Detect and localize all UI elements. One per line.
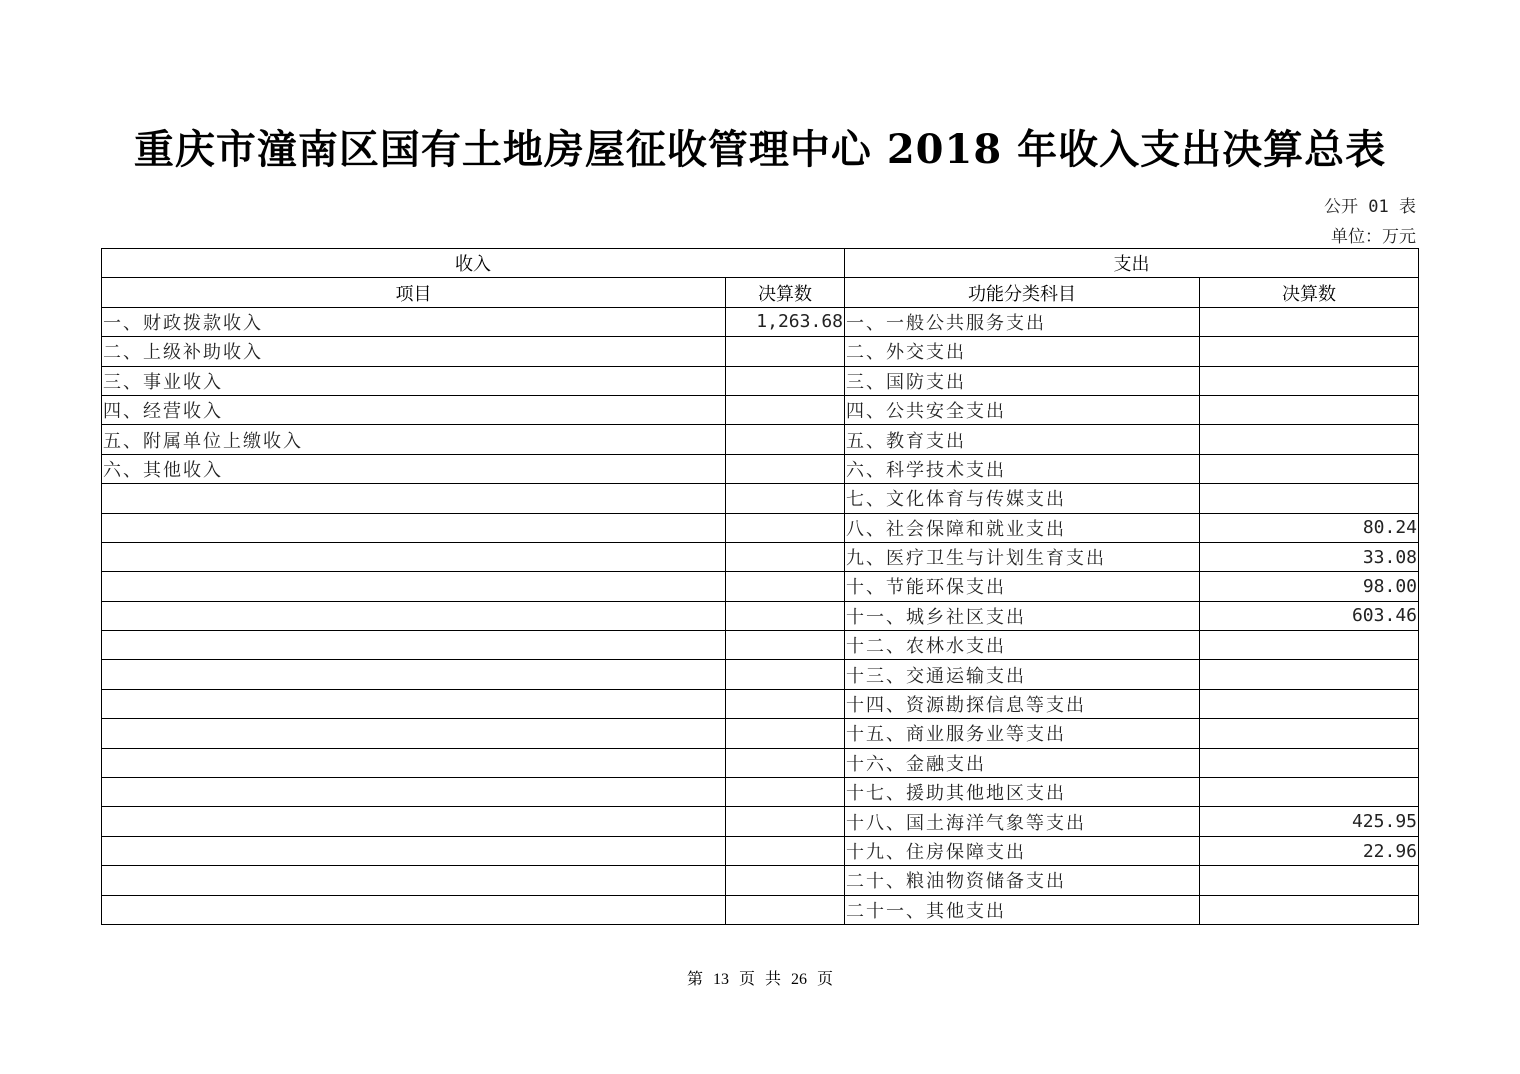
income-item-cell	[102, 748, 726, 777]
page-footer: 第 13 页 共 26 页	[686, 971, 833, 988]
expense-amount-cell: 603.46	[1200, 601, 1419, 630]
income-amount-cell	[726, 454, 845, 483]
expense-amount-cell	[1200, 307, 1419, 336]
expense-item-cell: 八、社会保障和就业支出	[845, 513, 1200, 542]
table-row	[102, 601, 1419, 630]
income-amount-cell	[726, 366, 845, 395]
income-amount-cell	[726, 748, 845, 777]
expense-amount-cell	[1200, 748, 1419, 777]
expense-item-cell: 十六、金融支出	[845, 748, 1200, 777]
income-amount-cell: 1,263.68	[726, 307, 845, 336]
table-row	[102, 572, 1419, 601]
expense-item-cell: 四、公共安全支出	[845, 395, 1200, 424]
column-header-income-item: 项目	[102, 278, 726, 307]
table-row	[102, 513, 1419, 542]
expense-item-cell: 十七、援助其他地区支出	[845, 778, 1200, 807]
expense-item-cell: 十一、城乡社区支出	[845, 601, 1200, 630]
expense-item-cell: 十四、资源勘探信息等支出	[845, 689, 1200, 718]
table-row	[102, 484, 1419, 513]
income-section-header: 收入	[102, 249, 845, 278]
table-row	[102, 660, 1419, 689]
income-item-cell	[102, 778, 726, 807]
income-item-cell	[102, 484, 726, 513]
income-item-cell: 四、经营收入	[102, 395, 726, 424]
expense-item-cell: 十九、住房保障支出	[845, 836, 1200, 865]
income-amount-cell	[726, 689, 845, 718]
income-amount-cell	[726, 807, 845, 836]
table-row	[102, 778, 1419, 807]
column-header-row	[102, 278, 1419, 307]
income-amount-cell	[726, 895, 845, 924]
page-title: 重庆市潼南区国有土地房屋征收管理中心 2018 年收入支出决算总表	[133, 126, 1387, 173]
table-row	[102, 689, 1419, 718]
expense-item-cell: 十二、农林水支出	[845, 631, 1200, 660]
income-amount-cell	[726, 542, 845, 571]
income-item-cell	[102, 719, 726, 748]
table-row	[102, 395, 1419, 424]
expense-amount-cell	[1200, 631, 1419, 660]
income-amount-cell	[726, 660, 845, 689]
table-row	[102, 425, 1419, 454]
income-amount-cell	[726, 572, 845, 601]
form-number: 公开 01 表	[1324, 197, 1416, 217]
income-amount-cell	[726, 601, 845, 630]
expense-amount-cell	[1200, 895, 1419, 924]
table-row	[102, 366, 1419, 395]
income-item-cell	[102, 866, 726, 895]
expense-amount-cell	[1200, 866, 1419, 895]
expense-item-cell: 十、节能环保支出	[845, 572, 1200, 601]
income-item-cell: 二、上级补助收入	[102, 337, 726, 366]
table-row	[102, 866, 1419, 895]
expense-item-cell: 七、文化体育与传媒支出	[845, 484, 1200, 513]
income-item-cell	[102, 807, 726, 836]
income-amount-cell	[726, 513, 845, 542]
expense-amount-cell	[1200, 425, 1419, 454]
expense-item-cell: 十八、国土海洋气象等支出	[845, 807, 1200, 836]
expense-amount-cell	[1200, 778, 1419, 807]
expense-section-header: 支出	[845, 249, 1419, 278]
income-amount-cell	[726, 836, 845, 865]
column-header-expense-item: 功能分类科目	[845, 278, 1200, 307]
table-row	[102, 631, 1419, 660]
income-item-cell	[102, 660, 726, 689]
table-row	[102, 807, 1419, 836]
expense-item-cell: 三、国防支出	[845, 366, 1200, 395]
budget-table	[101, 248, 1419, 925]
expense-item-cell: 二十、粮油物资储备支出	[845, 866, 1200, 895]
income-item-cell	[102, 836, 726, 865]
table-row	[102, 542, 1419, 571]
expense-item-cell: 六、科学技术支出	[845, 454, 1200, 483]
table-row	[102, 337, 1419, 366]
income-amount-cell	[726, 425, 845, 454]
table-row	[102, 719, 1419, 748]
expense-item-cell: 九、医疗卫生与计划生育支出	[845, 542, 1200, 571]
expense-amount-cell: 33.08	[1200, 542, 1419, 571]
column-header-expense-amount: 决算数	[1200, 278, 1419, 307]
income-amount-cell	[726, 337, 845, 366]
income-item-cell	[102, 542, 726, 571]
expense-amount-cell	[1200, 719, 1419, 748]
table-row	[102, 748, 1419, 777]
income-item-cell: 六、其他收入	[102, 454, 726, 483]
unit-label: 单位：万元	[1331, 227, 1416, 247]
income-item-cell	[102, 631, 726, 660]
expense-amount-cell	[1200, 484, 1419, 513]
income-amount-cell	[726, 484, 845, 513]
expense-item-cell: 五、教育支出	[845, 425, 1200, 454]
expense-amount-cell	[1200, 366, 1419, 395]
income-item-cell	[102, 601, 726, 630]
income-item-cell	[102, 689, 726, 718]
expense-amount-cell	[1200, 337, 1419, 366]
expense-amount-cell: 22.96	[1200, 836, 1419, 865]
expense-amount-cell	[1200, 395, 1419, 424]
income-item-cell	[102, 895, 726, 924]
income-amount-cell	[726, 631, 845, 660]
income-item-cell	[102, 513, 726, 542]
income-item-cell: 五、附属单位上缴收入	[102, 425, 726, 454]
table-row	[102, 836, 1419, 865]
income-amount-cell	[726, 719, 845, 748]
income-item-cell	[102, 572, 726, 601]
expense-amount-cell	[1200, 660, 1419, 689]
expense-item-cell: 十三、交通运输支出	[845, 660, 1200, 689]
expense-amount-cell: 80.24	[1200, 513, 1419, 542]
table-body	[102, 307, 1419, 924]
section-header-row	[102, 249, 1419, 278]
income-amount-cell	[726, 778, 845, 807]
income-item-cell: 三、事业收入	[102, 366, 726, 395]
table-row	[102, 307, 1419, 336]
income-item-cell: 一、财政拨款收入	[102, 307, 726, 336]
expense-item-cell: 二十一、其他支出	[845, 895, 1200, 924]
expense-amount-cell	[1200, 454, 1419, 483]
table-row	[102, 895, 1419, 924]
income-amount-cell	[726, 395, 845, 424]
expense-item-cell: 十五、商业服务业等支出	[845, 719, 1200, 748]
expense-amount-cell	[1200, 689, 1419, 718]
expense-item-cell: 一、一般公共服务支出	[845, 307, 1200, 336]
expense-item-cell: 二、外交支出	[845, 337, 1200, 366]
column-header-income-amount: 决算数	[726, 278, 845, 307]
expense-amount-cell: 98.00	[1200, 572, 1419, 601]
table-row	[102, 454, 1419, 483]
income-amount-cell	[726, 866, 845, 895]
expense-amount-cell: 425.95	[1200, 807, 1419, 836]
